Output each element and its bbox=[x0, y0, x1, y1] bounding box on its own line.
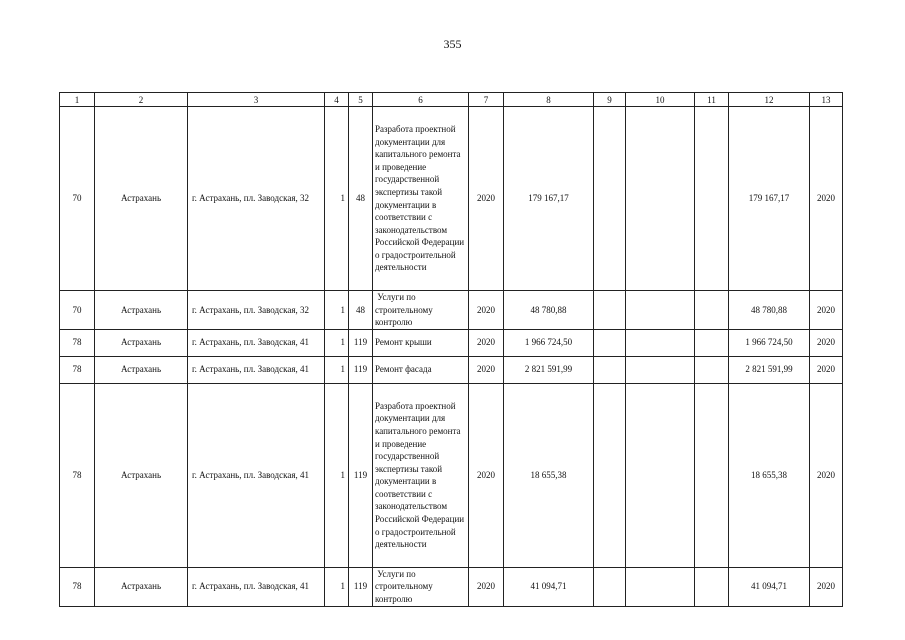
empty-cell bbox=[626, 383, 695, 567]
row-number-cell: 70 bbox=[60, 291, 95, 330]
address-cell: г. Астрахань, пл. Заводская, 41 bbox=[188, 383, 325, 567]
table-row bbox=[60, 383, 843, 567]
year-cell: 2020 bbox=[810, 291, 843, 330]
column-number: 8 bbox=[504, 93, 594, 107]
row-number-cell: 78 bbox=[60, 329, 95, 356]
row-number-cell: 70 bbox=[60, 107, 95, 291]
value-cell: 1 bbox=[325, 356, 349, 383]
total-cell: 18 655,38 bbox=[729, 383, 810, 567]
amount-cell: 18 655,38 bbox=[504, 383, 594, 567]
column-number: 11 bbox=[695, 93, 729, 107]
amount-cell: 48 780,88 bbox=[504, 291, 594, 330]
empty-cell bbox=[594, 567, 626, 606]
empty-cell bbox=[626, 567, 695, 606]
works-table bbox=[59, 92, 843, 607]
total-cell: 2 821 591,99 bbox=[729, 356, 810, 383]
column-number: 12 bbox=[729, 93, 810, 107]
column-number: 7 bbox=[469, 93, 504, 107]
page-number: 355 bbox=[443, 37, 462, 51]
column-number: 3 bbox=[188, 93, 325, 107]
year-cell: 2020 bbox=[469, 383, 504, 567]
address-cell: г. Астрахань, пл. Заводская, 41 bbox=[188, 329, 325, 356]
amount-cell: 41 094,71 bbox=[504, 567, 594, 606]
city-cell: Астрахань bbox=[95, 567, 188, 606]
empty-cell bbox=[594, 329, 626, 356]
column-number: 9 bbox=[594, 93, 626, 107]
column-number: 13 bbox=[810, 93, 843, 107]
empty-cell bbox=[594, 356, 626, 383]
value-cell: 1 bbox=[325, 567, 349, 606]
empty-cell bbox=[695, 567, 729, 606]
value-cell: 119 bbox=[349, 329, 373, 356]
column-number: 10 bbox=[626, 93, 695, 107]
empty-cell bbox=[695, 291, 729, 330]
value-cell: 1 bbox=[325, 107, 349, 291]
empty-cell bbox=[695, 356, 729, 383]
total-cell: 41 094,71 bbox=[729, 567, 810, 606]
year-cell: 2020 bbox=[810, 567, 843, 606]
empty-cell bbox=[626, 329, 695, 356]
table-row bbox=[60, 291, 843, 330]
work-type-cell: Услуги по строительному контролю bbox=[373, 291, 469, 330]
work-type-cell: Ремонт крыши bbox=[373, 329, 469, 356]
value-cell: 119 bbox=[349, 567, 373, 606]
year-cell: 2020 bbox=[469, 356, 504, 383]
city-cell: Астрахань bbox=[95, 356, 188, 383]
address-cell: г. Астрахань, пл. Заводская, 32 bbox=[188, 291, 325, 330]
address-cell: г. Астрахань, пл. Заводская, 32 bbox=[188, 107, 325, 291]
city-cell: Астрахань bbox=[95, 107, 188, 291]
year-cell: 2020 bbox=[810, 383, 843, 567]
table-row bbox=[60, 107, 843, 291]
amount-cell: 2 821 591,99 bbox=[504, 356, 594, 383]
table-row bbox=[60, 356, 843, 383]
empty-cell bbox=[594, 291, 626, 330]
column-number: 5 bbox=[349, 93, 373, 107]
work-type-cell: Услуги по строительному контролю bbox=[373, 567, 469, 606]
column-number: 2 bbox=[95, 93, 188, 107]
row-number-cell: 78 bbox=[60, 567, 95, 606]
empty-cell bbox=[626, 291, 695, 330]
empty-cell bbox=[695, 329, 729, 356]
row-number-cell: 78 bbox=[60, 383, 95, 567]
column-number: 6 bbox=[373, 93, 469, 107]
value-cell: 48 bbox=[349, 107, 373, 291]
amount-cell: 1 966 724,50 bbox=[504, 329, 594, 356]
work-type-cell: Разработа проектной документации для капитального ремонта и проведение государственной экспертизы такой документации в соответствии с законодательством Российской Федерации о градостроительной деятельности bbox=[373, 383, 469, 567]
empty-cell bbox=[594, 383, 626, 567]
empty-cell bbox=[594, 107, 626, 291]
total-cell: 1 966 724,50 bbox=[729, 329, 810, 356]
empty-cell bbox=[695, 383, 729, 567]
year-cell: 2020 bbox=[469, 291, 504, 330]
year-cell: 2020 bbox=[810, 356, 843, 383]
year-cell: 2020 bbox=[469, 329, 504, 356]
work-type-cell: Разработа проектной документации для капитального ремонта и проведение государственной экспертизы такой документации в соответствии с законодательством Российской Федерации о градостроительной деятельности bbox=[373, 107, 469, 291]
total-cell: 179 167,17 bbox=[729, 107, 810, 291]
table-row bbox=[60, 329, 843, 356]
value-cell: 1 bbox=[325, 383, 349, 567]
row-number-cell: 78 bbox=[60, 356, 95, 383]
year-cell: 2020 bbox=[469, 107, 504, 291]
empty-cell bbox=[626, 107, 695, 291]
column-number: 4 bbox=[325, 93, 349, 107]
value-cell: 119 bbox=[349, 356, 373, 383]
year-cell: 2020 bbox=[810, 329, 843, 356]
address-cell: г. Астрахань, пл. Заводская, 41 bbox=[188, 567, 325, 606]
city-cell: Астрахань bbox=[95, 383, 188, 567]
amount-cell: 179 167,17 bbox=[504, 107, 594, 291]
value-cell: 1 bbox=[325, 291, 349, 330]
table-row bbox=[60, 567, 843, 606]
city-cell: Астрахань bbox=[95, 329, 188, 356]
empty-cell bbox=[695, 107, 729, 291]
total-cell: 48 780,88 bbox=[729, 291, 810, 330]
value-cell: 1 bbox=[325, 329, 349, 356]
value-cell: 48 bbox=[349, 291, 373, 330]
header-row bbox=[60, 93, 843, 107]
year-cell: 2020 bbox=[469, 567, 504, 606]
work-type-cell: Ремонт фасада bbox=[373, 356, 469, 383]
year-cell: 2020 bbox=[810, 107, 843, 291]
city-cell: Астрахань bbox=[95, 291, 188, 330]
address-cell: г. Астрахань, пл. Заводская, 41 bbox=[188, 356, 325, 383]
value-cell: 119 bbox=[349, 383, 373, 567]
column-number: 1 bbox=[60, 93, 95, 107]
empty-cell bbox=[626, 356, 695, 383]
